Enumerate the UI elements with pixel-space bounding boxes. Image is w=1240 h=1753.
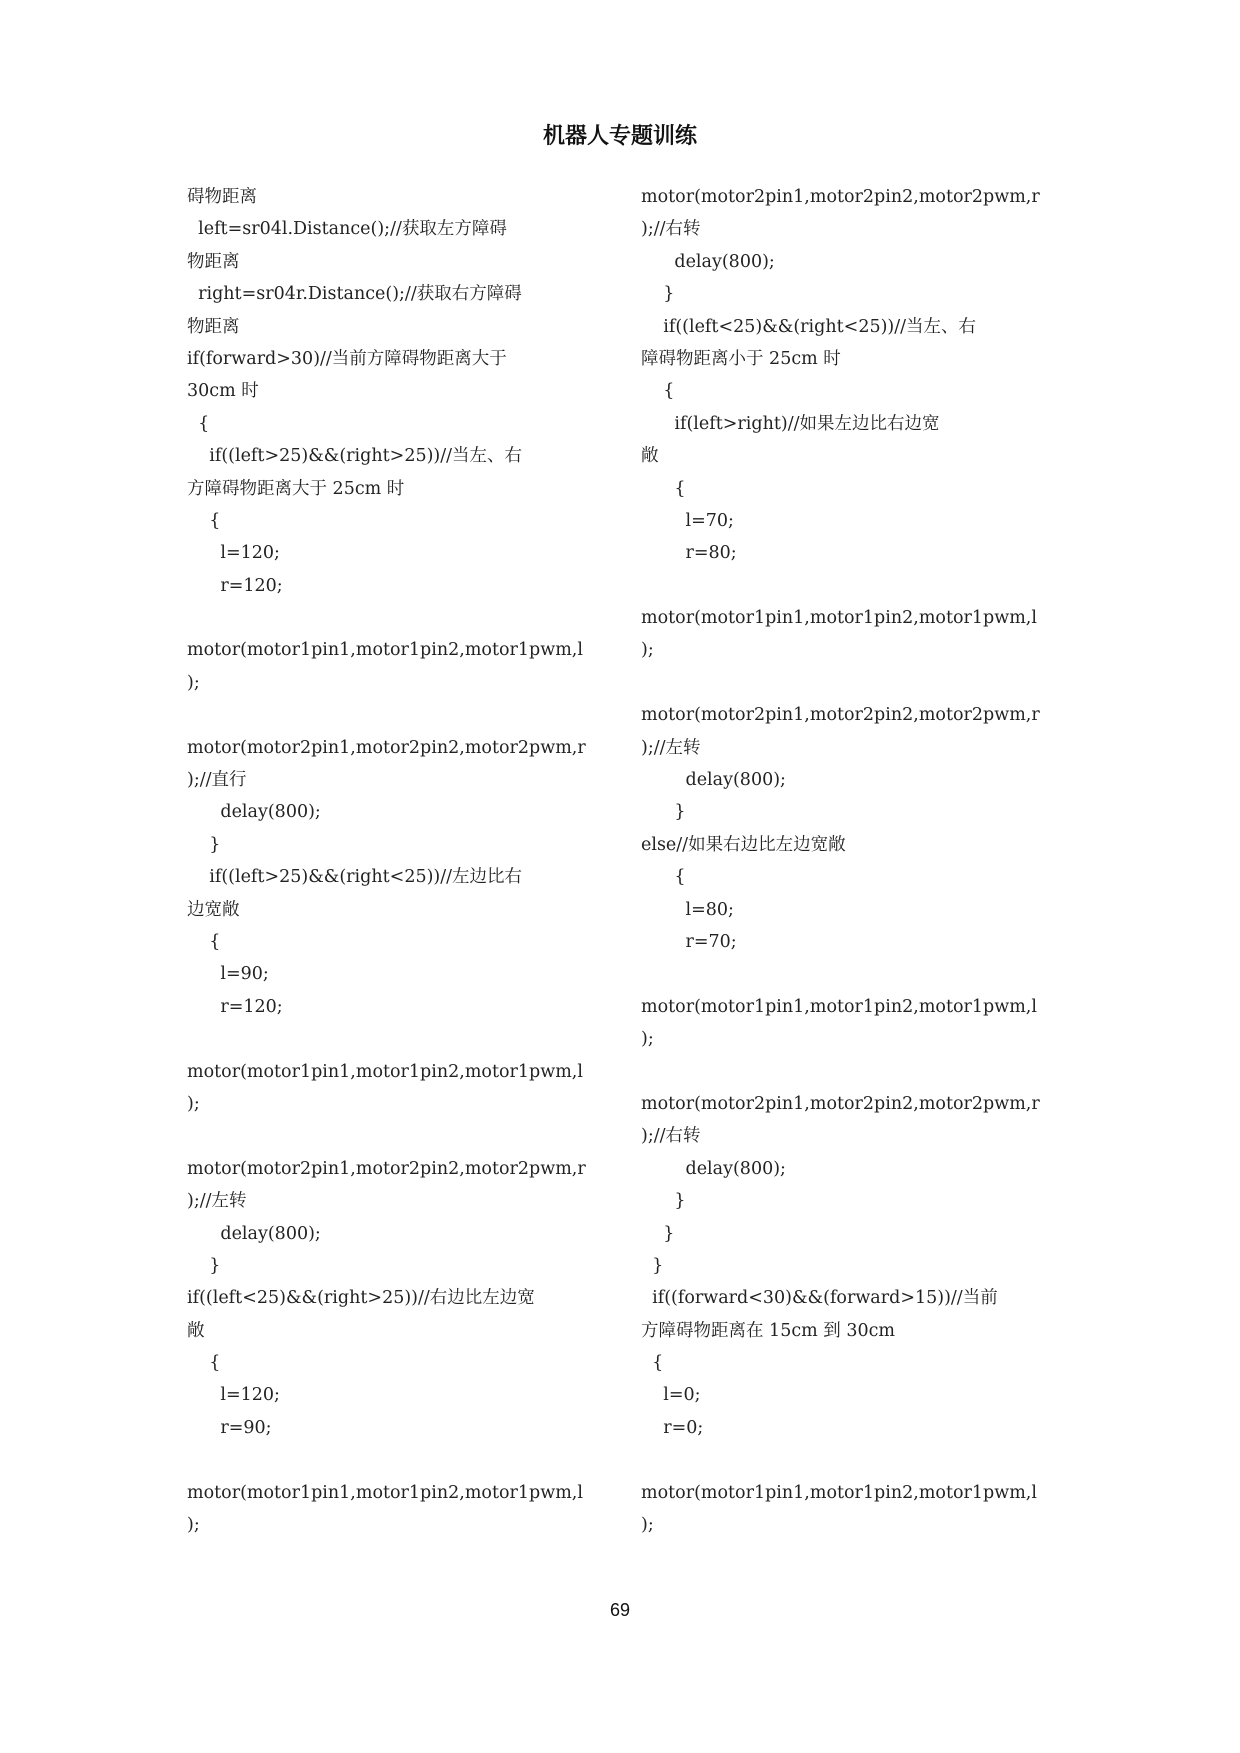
code-line: delay(800); [187, 1223, 321, 1244]
code-line: ); [641, 640, 654, 661]
code-line: 碍物距离 [187, 187, 257, 207]
code-line: l=0; [641, 1385, 701, 1406]
code-line: { [187, 413, 210, 434]
code-line: if((left<25)&&(right<25))//当左、右 [641, 316, 977, 337]
code-line: motor(motor2pin1,motor2pin2,motor2pwm,r [187, 737, 586, 758]
code-line: } [641, 1223, 675, 1244]
right-code-column [641, 181, 1061, 1541]
code-line: delay(800); [641, 1158, 786, 1179]
code-line: right=sr04r.Distance();//获取右方障碍 [187, 284, 522, 305]
code-line: ); [187, 672, 200, 693]
code-line: { [641, 478, 686, 499]
code-line: if((left<25)&&(right>25))//右边比左边宽 [187, 1288, 535, 1309]
code-line: r=120; [187, 575, 283, 596]
code-line: delay(800); [187, 802, 321, 823]
code-line [641, 667, 1061, 699]
code-line: 敞 [187, 1320, 205, 1341]
code-line [641, 570, 1061, 602]
code-line: delay(800); [641, 251, 775, 272]
code-line [187, 1444, 607, 1476]
code-line: if((left>25)&&(right<25))//左边比右 [187, 867, 523, 888]
code-line: if((forward<30)&&(forward>15))//当前 [641, 1288, 998, 1309]
code-line: 边宽敞 [187, 899, 240, 920]
code-line: } [187, 1255, 221, 1276]
code-line: ); [641, 1515, 654, 1536]
code-line: l=90; [187, 964, 269, 985]
code-line: { [641, 1353, 664, 1374]
code-line: r=0; [641, 1417, 704, 1438]
code-line: } [641, 284, 675, 305]
code-line: r=80; [641, 543, 737, 564]
code-line: ); [187, 1093, 200, 1114]
code-line [187, 1120, 607, 1152]
code-line: );//左转 [187, 1191, 247, 1212]
code-line [641, 1444, 1061, 1476]
code-line: l=120; [187, 1385, 280, 1406]
code-line: else//如果右边比左边宽敞 [641, 834, 846, 855]
code-line: ); [187, 1515, 200, 1536]
code-line: left=sr04l.Distance();//获取左方障碍 [187, 219, 507, 240]
code-line: );//右转 [641, 1126, 701, 1147]
code-line: 方障碍物距离大于 25cm 时 [187, 478, 405, 499]
code-line: { [187, 1353, 221, 1374]
code-line [187, 602, 607, 634]
code-line: { [187, 510, 221, 531]
code-line: motor(motor1pin1,motor1pin2,motor1pwm,l [187, 640, 583, 661]
code-line: 方障碍物距离在 15cm 到 30cm [641, 1320, 896, 1341]
code-line: } [641, 1191, 686, 1212]
page-number: 69 [609, 1600, 631, 1620]
code-line: } [641, 802, 686, 823]
left-code-column [187, 181, 607, 1541]
code-line: { [641, 867, 686, 888]
code-line: motor(motor1pin1,motor1pin2,motor1pwm,l [641, 1482, 1037, 1503]
code-line: 物距离 [187, 251, 240, 272]
code-line: } [641, 1255, 664, 1276]
code-line: l=80; [641, 899, 734, 920]
code-line [187, 1023, 607, 1055]
code-line: );//右转 [641, 219, 701, 240]
code-line: l=70; [641, 510, 734, 531]
code-line: );//直行 [187, 770, 247, 791]
code-line: if((left>25)&&(right>25))//当左、右 [187, 446, 523, 467]
code-line: l=120; [187, 543, 280, 564]
code-line: motor(motor1pin1,motor1pin2,motor1pwm,l [641, 608, 1037, 629]
code-line: 30cm 时 [187, 381, 259, 402]
code-line: if(left>right)//如果左边比右边宽 [641, 413, 940, 434]
code-line: motor(motor1pin1,motor1pin2,motor1pwm,l [641, 996, 1037, 1017]
code-line: delay(800); [641, 770, 786, 791]
code-line: motor(motor2pin1,motor2pin2,motor2pwm,r [641, 187, 1040, 207]
code-line: motor(motor2pin1,motor2pin2,motor2pwm,r [641, 705, 1040, 726]
code-line: );//左转 [641, 737, 701, 758]
code-line: { [187, 931, 221, 952]
code-line: motor(motor1pin1,motor1pin2,motor1pwm,l [187, 1061, 583, 1082]
code-line [187, 699, 607, 731]
code-line: ); [641, 1029, 654, 1050]
code-line: if(forward>30)//当前方障碍物距离大于 [187, 348, 507, 369]
code-line: r=90; [187, 1417, 272, 1438]
code-line: } [187, 834, 221, 855]
code-line: motor(motor2pin1,motor2pin2,motor2pwm,r [187, 1158, 586, 1179]
code-line: motor(motor1pin1,motor1pin2,motor1pwm,l [187, 1482, 583, 1503]
code-line: 物距离 [187, 316, 240, 337]
code-line: motor(motor2pin1,motor2pin2,motor2pwm,r [641, 1093, 1040, 1114]
code-line: r=70; [641, 931, 737, 952]
code-line: { [641, 381, 675, 402]
code-line: 障碍物距离小于 25cm 时 [641, 348, 841, 369]
code-line: 敞 [641, 446, 659, 467]
page-title: 机器人专题训练 [542, 124, 697, 149]
code-line [641, 958, 1061, 990]
code-line: r=120; [187, 996, 283, 1017]
code-line [641, 1056, 1061, 1088]
